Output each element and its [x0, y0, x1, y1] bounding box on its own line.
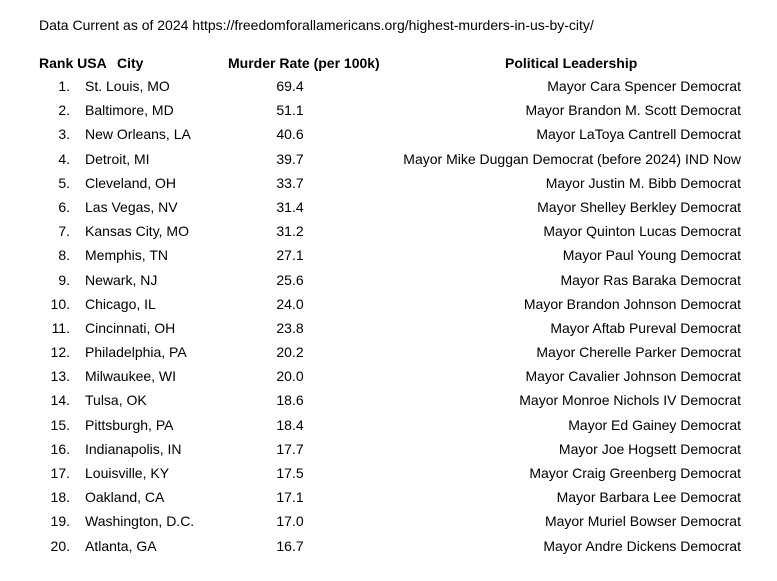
table-row [0, 343, 777, 367]
rank-cell: 17. [50, 465, 70, 481]
table-row [0, 295, 777, 319]
city-cell: Las Vegas, NV [85, 198, 178, 215]
rank-cell: 15. [50, 416, 70, 433]
murder-rate-cell: 17.1 [276, 489, 304, 506]
table-row [0, 77, 777, 101]
table-row [0, 440, 777, 464]
city-cell: Washington, D.C. [85, 513, 195, 530]
table-row [0, 367, 777, 391]
rank-cell: 4. [58, 150, 70, 167]
rank-cell: 16. [50, 440, 70, 457]
leadership-cell: Mayor Aftab Pureval Democrat [550, 319, 741, 336]
murder-rate-cell: 18.6 [276, 392, 304, 409]
rank-cell: 5. [58, 174, 70, 191]
leadership-cell: Mayor Shelley Berkley Democrat [537, 198, 741, 215]
rank-cell: 12. [50, 344, 70, 361]
leadership-cell: Mayor Cherelle Parker Democrat [536, 344, 741, 361]
murder-rate-cell: 27.1 [276, 247, 304, 264]
city-cell: Baltimore, MD [85, 102, 174, 119]
city-cell: Cincinnati, OH [85, 319, 176, 336]
leadership-cell: Mayor Andre Dickens Democrat [543, 537, 741, 554]
table-row [0, 101, 777, 125]
leadership-cell: Mayor Monroe Nichols IV Democrat [519, 392, 741, 409]
city-cell: Indianapolis, IN [85, 440, 182, 457]
table-row [0, 125, 777, 149]
city-cell: Philadelphia, PA [85, 344, 187, 361]
murder-rate-cell: 20.0 [276, 368, 304, 385]
murder-rate-cell: 51.1 [276, 102, 304, 119]
city-cell: Atlanta, GA [85, 537, 157, 554]
data-source-note: Data Current as of 2024 https://freedomforallamericans.org/highest-murders-in-us-by-city/ [39, 17, 594, 33]
murder-rate-cell: 25.6 [276, 271, 304, 288]
murder-rate-cell: 17.5 [276, 465, 304, 481]
leadership-cell: Mayor Quinton Lucas Democrat [543, 223, 741, 240]
murder-rate-cell: 40.6 [276, 126, 304, 143]
rank-cell: 2. [58, 102, 70, 119]
leadership-cell: Mayor LaToya Cantrell Democrat [536, 126, 741, 143]
table-body [0, 77, 777, 561]
leadership-cell: Mayor Paul Young Democrat [562, 247, 741, 264]
leadership-cell: Mayor Brandon M. Scott Democrat [525, 102, 741, 119]
rank-cell: 3. [58, 126, 70, 143]
city-cell: Newark, NJ [85, 271, 158, 288]
rank-cell: 1. [58, 78, 70, 94]
rank-cell: 10. [50, 295, 70, 312]
table-row [0, 246, 777, 270]
leadership-cell: Mayor Brandon Johnson Democrat [523, 295, 741, 312]
table-row [0, 391, 777, 415]
table-row [0, 512, 777, 536]
leadership-cell: Mayor Muriel Bowser Democrat [544, 513, 741, 530]
city-cell: Chicago, IL [85, 295, 156, 312]
murder-rate-cell: 17.7 [276, 440, 304, 457]
city-cell: Oakland, CA [85, 489, 165, 506]
city-cell: New Orleans, LA [85, 126, 191, 143]
table-row [0, 222, 777, 246]
table-row [0, 198, 777, 222]
murder-rate-cell: 39.7 [276, 150, 304, 167]
rank-cell: 7. [58, 223, 70, 240]
rank-cell: 20. [50, 537, 70, 554]
city-cell: Cleveland, OH [85, 174, 177, 191]
murder-rate-cell: 69.4 [276, 78, 304, 94]
leadership-cell: Mayor Mike Duggan Democrat (before 2024) IND Now [403, 150, 741, 167]
murder-rate-cell: 31.4 [276, 198, 304, 215]
header-murder-rate: Murder Rate (per 100k) [228, 55, 380, 71]
murder-rate-cell: 17.0 [276, 513, 304, 530]
murder-rate-cell: 18.4 [276, 416, 304, 433]
murder-rate-cell: 24.0 [276, 295, 304, 312]
leadership-cell: Mayor Craig Greenberg Democrat [529, 465, 741, 481]
leadership-cell: Mayor Cara Spencer Democrat [547, 78, 741, 94]
leadership-cell: Mayor Cavalier Johnson Democrat [525, 368, 741, 385]
rank-cell: 19. [50, 513, 70, 530]
table-row [0, 464, 777, 488]
rank-cell: 13. [50, 368, 70, 385]
rank-cell: 9. [58, 271, 70, 288]
rank-cell: 11. [51, 319, 70, 336]
rank-cell: 8. [58, 247, 70, 264]
city-cell: Detroit, MI [85, 150, 150, 167]
table-row [0, 319, 777, 343]
table-row [0, 488, 777, 512]
murder-rate-cell: 33.7 [276, 174, 304, 191]
header-political-leadership: Political Leadership [505, 55, 638, 71]
murder-rate-cell: 16.7 [276, 537, 304, 554]
table-row [0, 537, 777, 561]
rank-cell: 14. [50, 392, 70, 409]
city-cell: Milwaukee, WI [85, 368, 177, 385]
murder-rate-cell: 23.8 [276, 319, 304, 336]
leadership-cell: Mayor Barbara Lee Democrat [556, 489, 741, 506]
table-header [0, 55, 777, 73]
table-row [0, 271, 777, 295]
city-cell: Kansas City, MO [85, 223, 189, 240]
rank-cell: 18. [50, 489, 70, 506]
leadership-cell: Mayor Justin M. Bibb Democrat [545, 174, 741, 191]
leadership-cell: Mayor Ed Gainey Democrat [568, 416, 741, 433]
murder-rate-cell: 31.2 [276, 223, 304, 240]
city-cell: Tulsa, OK [85, 392, 147, 409]
rank-cell: 6. [58, 198, 70, 215]
leadership-cell: Mayor Ras Baraka Democrat [560, 271, 741, 288]
header-city: City [117, 55, 144, 71]
table-row [0, 416, 777, 440]
city-cell: Memphis, TN [85, 247, 168, 264]
leadership-cell: Mayor Joe Hogsett Democrat [558, 440, 741, 457]
murder-rate-cell: 20.2 [276, 344, 304, 361]
city-cell: Pittsburgh, PA [85, 416, 174, 433]
table-row [0, 150, 777, 174]
table-row [0, 174, 777, 198]
city-cell: St. Louis, MO [85, 78, 170, 94]
header-rank: Rank USA [39, 55, 107, 71]
city-cell: Louisville, KY [85, 465, 170, 481]
